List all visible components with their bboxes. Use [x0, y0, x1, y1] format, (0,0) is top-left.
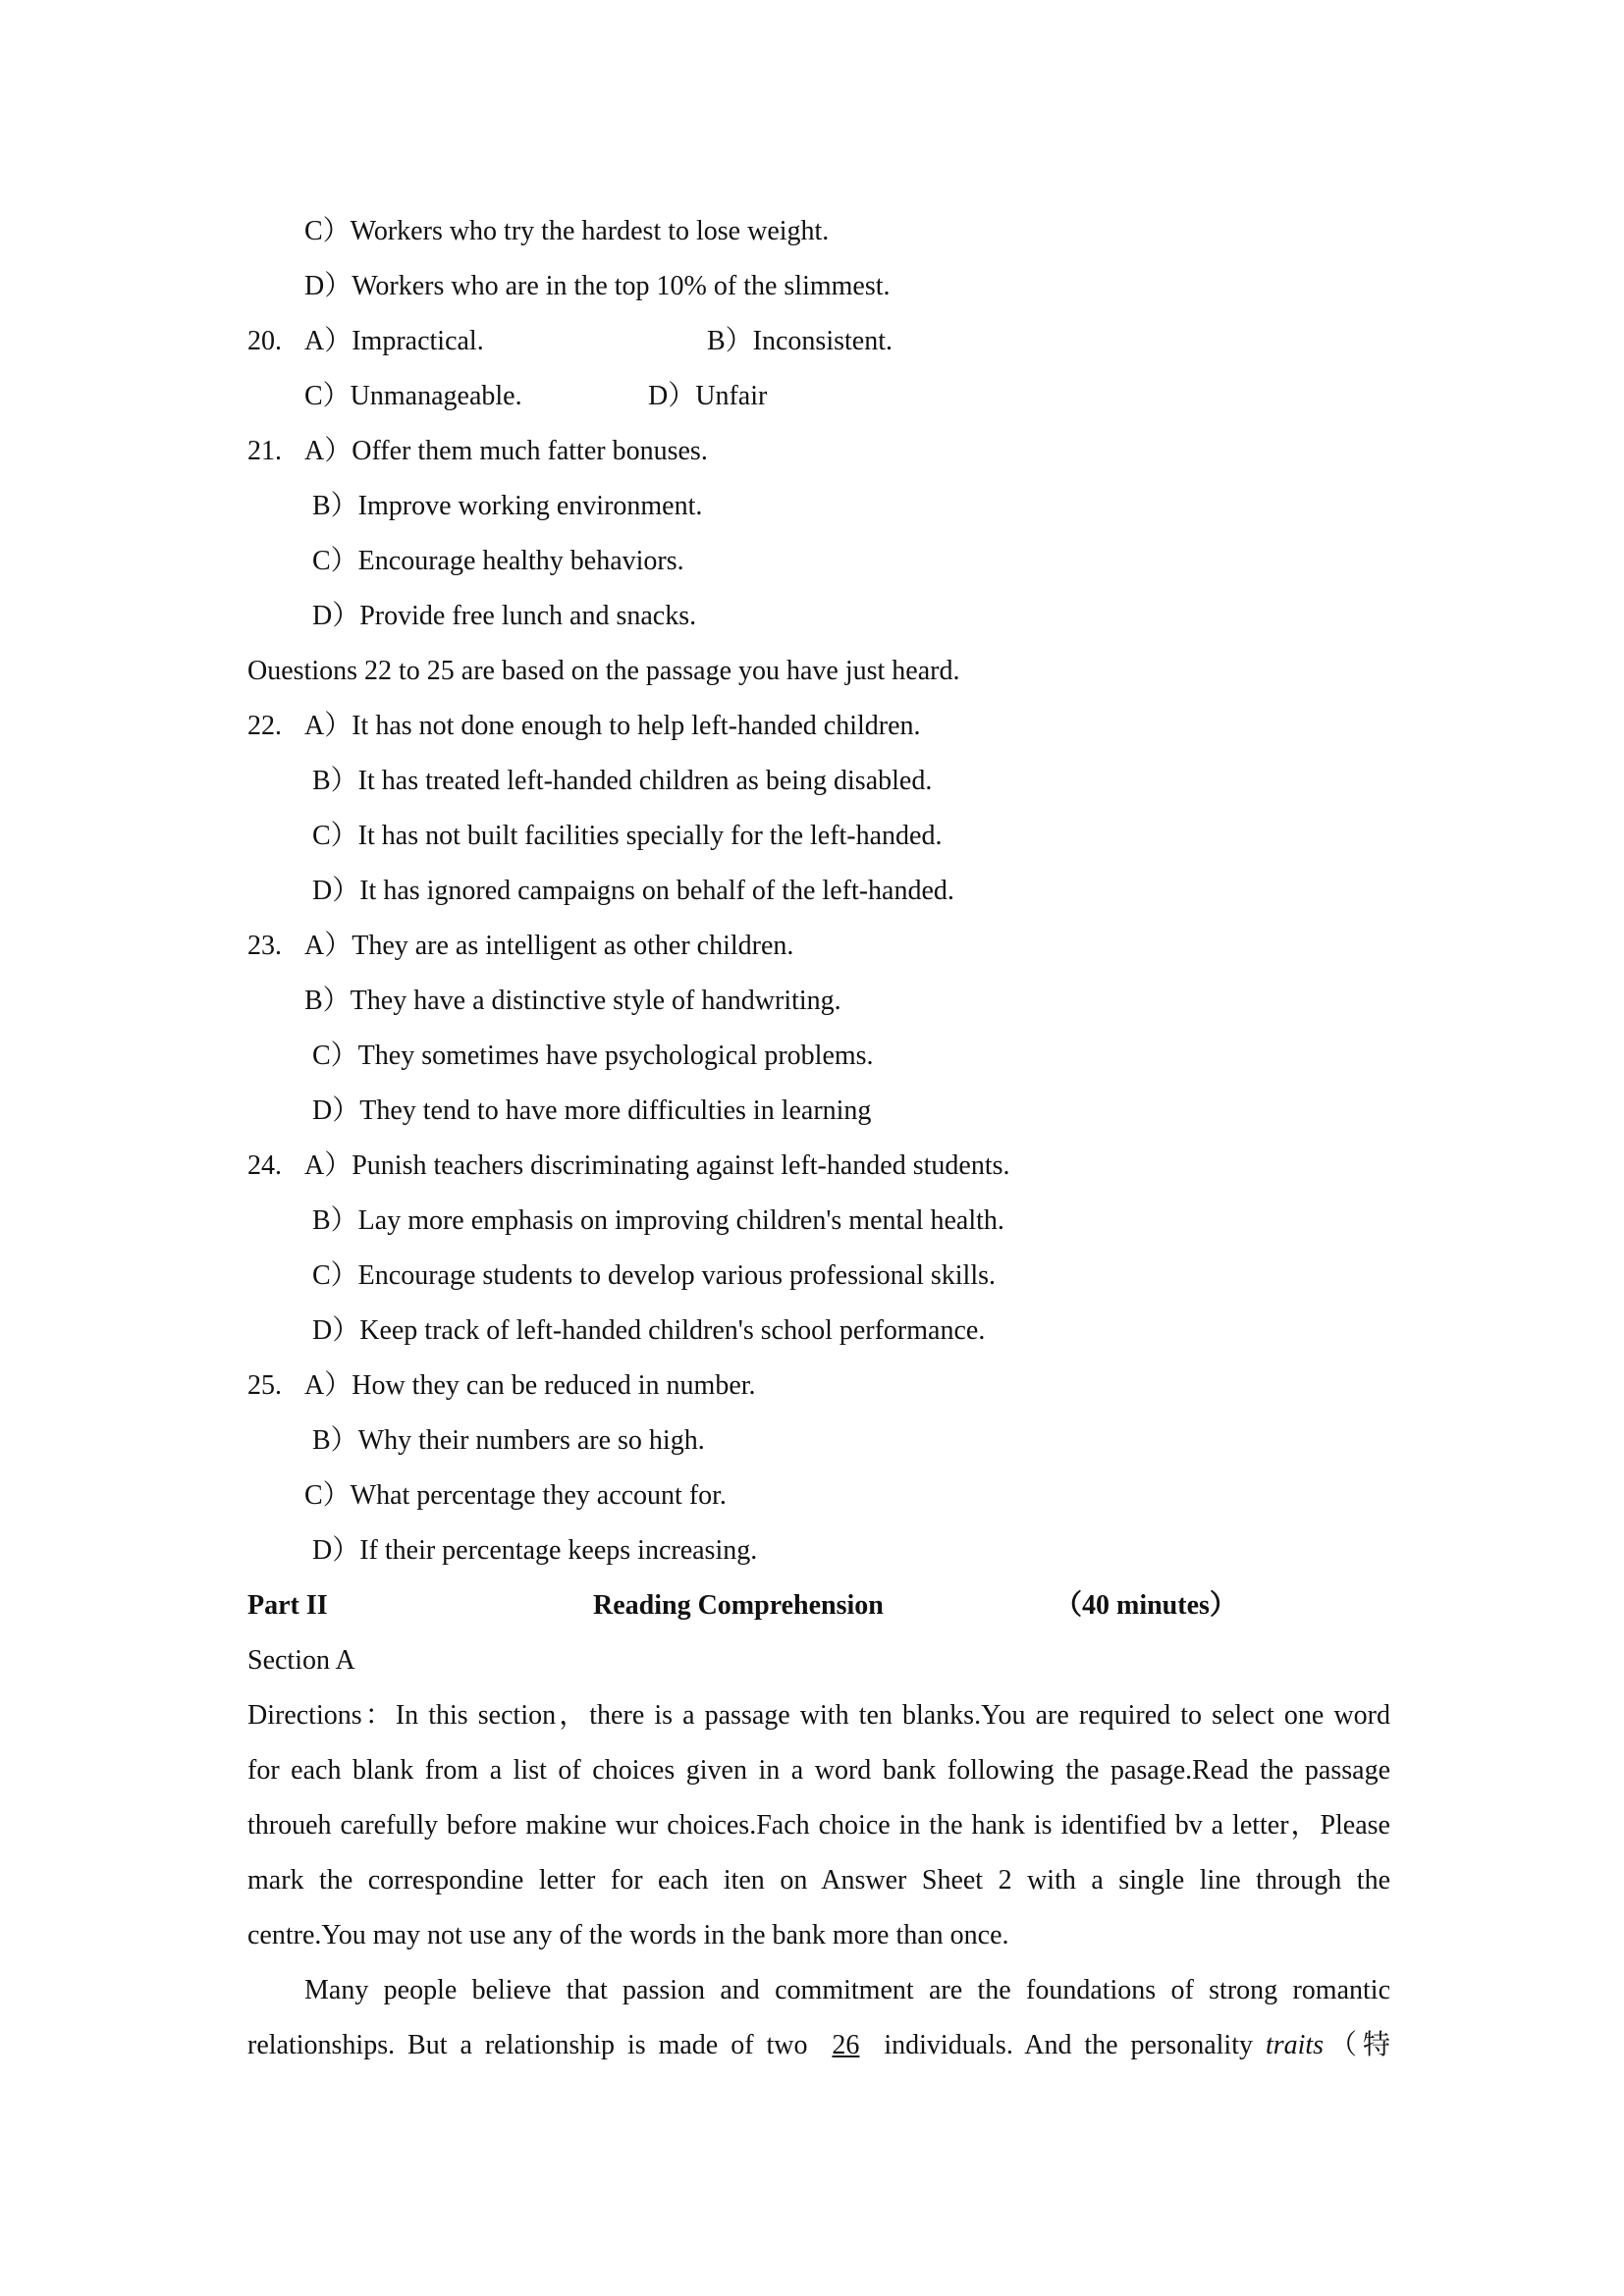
question-number: 21. [247, 436, 282, 466]
directions-line-3: throueh carefully before makine wur choices.Fach choice in the hank is identified bv a letter，Please [247, 1810, 1390, 1841]
passage-line-2: relationships. But a relationship is made of two 26 individuals. And the personality traits（特 [247, 2030, 1390, 2060]
q22-option-a: A）It has not done enough to help left-handed children. [304, 711, 921, 741]
directions-line-5: centre.You may not use any of the words in the bank more than once. [247, 1920, 1009, 1950]
part-label: Part II [247, 1590, 328, 1621]
q24-option-c: C）Encourage students to develop various professional skills. [312, 1260, 996, 1291]
q22-option-c: C）It has not built facilities specially for the left-handed. [312, 821, 943, 851]
part-time: （40 minutes） [1055, 1590, 1237, 1621]
q24-option-b: B）Lay more emphasis on improving children's mental health. [312, 1205, 1004, 1236]
q23-option-a-row [247, 919, 1390, 974]
q22-option-d: D）It has ignored campaigns on behalf of the left-handed. [312, 876, 954, 906]
part-title: Reading Comprehension [593, 1590, 884, 1621]
q20-option-a: A）Impractical. [304, 326, 484, 356]
q24-option-a: A）Punish teachers discriminating against left-handed students. [304, 1150, 1010, 1181]
q25-option-c: C）What percentage they account for. [304, 1480, 727, 1511]
part-heading [247, 1578, 1390, 1633]
q20-option-c: C）Unmanageable. [304, 381, 522, 411]
q23-option-a: A）They are as intelligent as other children. [304, 931, 794, 961]
q23-option-b: B）They have a distinctive style of handwriting. [304, 986, 841, 1016]
question-number: 20. [247, 326, 282, 356]
q24-option-a-row [247, 1139, 1390, 1194]
q21-option-d: D）Provide free lunch and snacks. [312, 601, 697, 631]
q20-row-2 [247, 369, 1390, 424]
q22-option-a-row [247, 699, 1390, 754]
q25-option-a-row [247, 1359, 1390, 1414]
q19-option-d: D）Workers who are in the top 10% of the slimmest. [304, 271, 891, 301]
q21-option-c: C）Encourage healthy behaviors. [312, 546, 684, 576]
q21-option-b: B）Improve working environment. [312, 491, 703, 521]
q24-option-d: D）Keep track of left-handed children's school performance. [312, 1315, 986, 1346]
q22-option-b: B）It has treated left-handed children as being disabled. [312, 766, 933, 796]
q23-option-c: C）They sometimes have psychological problems. [312, 1041, 874, 1071]
section-heading: Section A [247, 1645, 355, 1676]
passage-intro: Ouestions 22 to 25 are based on the passage you have just heard. [247, 656, 960, 686]
q23-option-d: D）They tend to have more difficulties in learning [312, 1095, 872, 1126]
q20-option-d: D）Unfair [648, 381, 768, 411]
q21-option-a-row [247, 424, 1390, 479]
question-number: 23. [247, 931, 282, 961]
directions-line-4: mark the correspondine letter for each iten on Answer Sheet 2 with a single line through the [247, 1865, 1390, 1896]
question-number: 22. [247, 711, 282, 741]
directions-line-1: Directions：In this section，there is a passage with ten blanks.You are required to select one word [247, 1700, 1390, 1731]
q20-option-b: B）Inconsistent. [707, 326, 893, 356]
q25-option-a: A）How they can be reduced in number. [304, 1370, 756, 1401]
question-number: 24. [247, 1150, 282, 1181]
q20-row-1 [247, 314, 1390, 369]
directions-line-2: for each blank from a list of choices given in a word bank following the pasage.Read the passage [247, 1755, 1390, 1786]
blank-26: 26 [832, 2030, 860, 2060]
passage-line-1: Many people believe that passion and commitment are the foundations of strong romantic [304, 1975, 1390, 2005]
q21-option-a: A）Offer them much fatter bonuses. [304, 436, 708, 466]
q19-option-c: C）Workers who try the hardest to lose weight. [304, 216, 830, 246]
question-number: 25. [247, 1370, 282, 1401]
q25-option-d: D）If their percentage keeps increasing. [312, 1535, 758, 1566]
q25-option-b: B）Why their numbers are so high. [312, 1425, 705, 1456]
